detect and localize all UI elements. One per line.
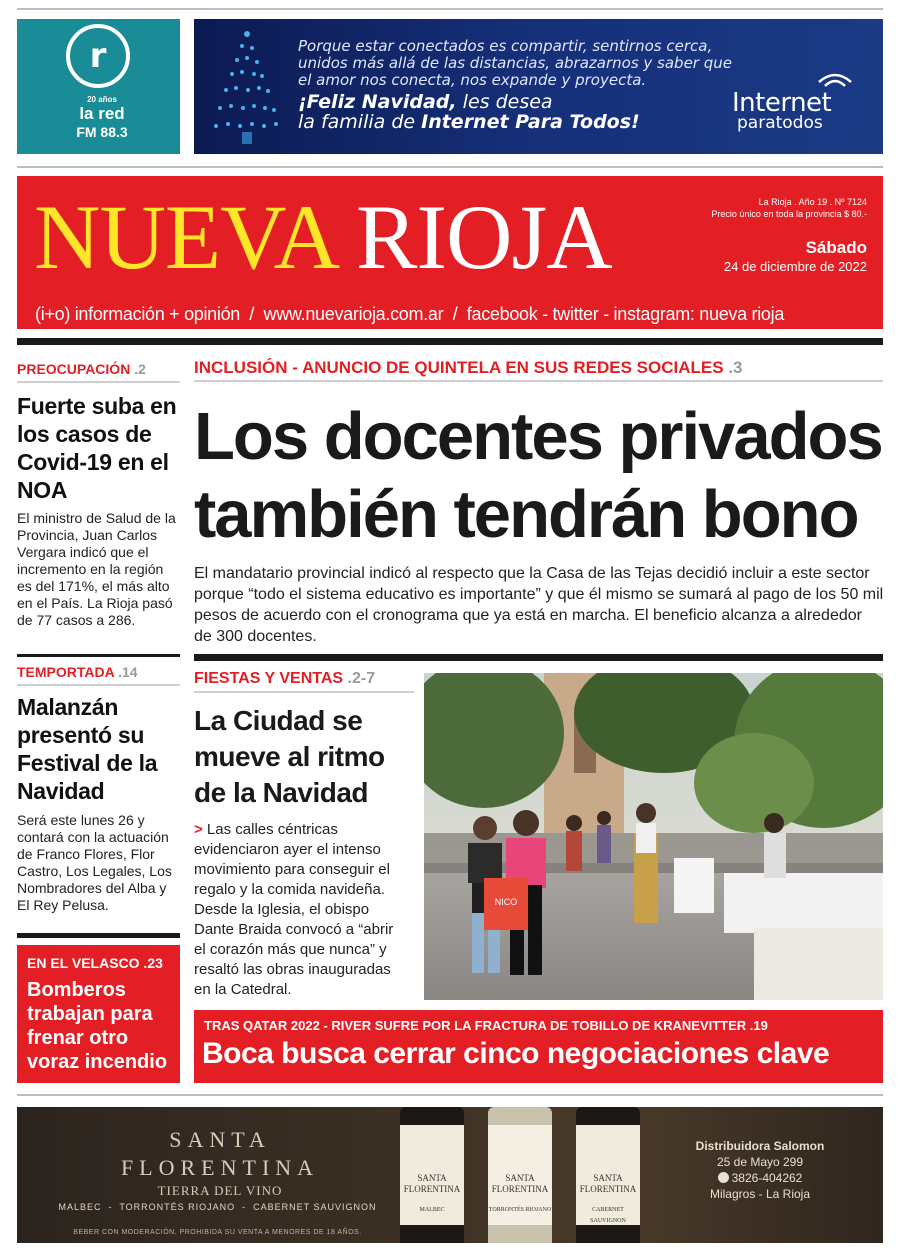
section-rule: [194, 691, 414, 693]
left-story-1-title[interactable]: Fuerte suba en los casos de Covid-19 en el NOA: [17, 393, 177, 503]
left-divider-1: [17, 654, 180, 657]
left-kicker-1: [17, 361, 146, 377]
bottle-variety: CABERNET SAUVIGNON: [590, 1207, 626, 1224]
distributor-name: Distribuidora Salomon: [695, 1139, 825, 1153]
christmas-tree-icon: [204, 28, 290, 148]
bottle-label-line-1: SANTA: [417, 1173, 447, 1183]
main-rule: [194, 380, 883, 382]
kicker-label: TEMPORTADA: [17, 664, 115, 680]
kicker-page: .2: [130, 361, 146, 377]
ad-bottom-rule: [17, 166, 883, 168]
issue-price: Precio único en toda la provincia $ 80.-: [711, 209, 867, 219]
issue-day: Sábado: [805, 238, 867, 257]
radio-name: la red: [79, 104, 125, 123]
bottle-label-line-1: SANTA: [593, 1173, 623, 1183]
radio-frequency: FM 88.3: [76, 124, 128, 140]
kicker-page: .3: [723, 358, 743, 377]
bottle-label-line-2: FLORENTINA: [579, 1184, 637, 1194]
distributor-phone: 3826-404262: [731, 1171, 803, 1185]
main-kicker: [194, 358, 742, 378]
radio-small: 20 años: [87, 95, 117, 104]
masthead-tagline: (i+o) información + opinión / www.nuevarioja.com.ar / facebook - twitter - instagram: nueva rioja: [35, 304, 785, 324]
newspaper-logo[interactable]: [34, 182, 612, 292]
kicker-label: PREOCUPACIÓN: [17, 361, 131, 377]
left-story-3-title[interactable]: Bomberos trabajan para frenar otro voraz incendio: [27, 979, 168, 1073]
wine-brand: [95, 1126, 345, 1182]
wine-brand-line-1: SANTA: [169, 1127, 271, 1152]
wine-bottle-3: [572, 1107, 644, 1243]
street-fair-photo[interactable]: [424, 673, 883, 1000]
bottle-label-line-2: FLORENTINA: [403, 1184, 461, 1194]
top-rule: [17, 8, 883, 10]
whatsapp-icon: [718, 1172, 729, 1183]
wine-top-rule: [17, 1094, 883, 1096]
sports-title: Boca busca cerrar cinco negociaciones clave: [202, 1037, 830, 1070]
left-story-1-body: El ministro de Salud de la Provincia, Juan Carlos Vergara indicó que el incremento en la región es del 171%, el más alto en el País. La Rioja pasó de 77 casos a 286.: [17, 510, 176, 628]
ad-greeting: [298, 92, 738, 132]
greeting-bold: ¡Feliz Navidad,: [298, 91, 457, 113]
left-divider-2: [17, 933, 180, 938]
issue-number: La Rioja . Año 19 . Nº 7124: [758, 197, 867, 207]
distributor-info: [660, 1138, 860, 1202]
left-rule-2: [17, 684, 180, 686]
arrow-icon: >: [194, 821, 203, 838]
wine-bottle-1: [396, 1107, 468, 1243]
distributor-city: Milagros - La Rioja: [709, 1187, 811, 1201]
issue-date: 24 de diciembre de 2022: [723, 259, 867, 274]
bottle-variety: TORRONTÉS RIOJANO: [488, 1207, 552, 1213]
main-divider: [194, 654, 883, 661]
section-kicker: [194, 670, 375, 688]
left-story-2-body: Será este lunes 26 y contará con la actuación de Franco Flores, Flor Castro, Los Legales, Los Nombradores del Alba y El Rey Pelusa.: [17, 812, 172, 913]
kicker-label: INCLUSIÓN - ANUNCIO DE QUINTELA EN SUS REDES SOCIALES: [194, 358, 724, 377]
greeting-line2-bold: Internet Para Todos!: [421, 111, 640, 133]
left-story-3-kicker: EN EL VELASCO .23: [27, 955, 163, 971]
left-story-2-title[interactable]: Malanzán presentó su Festival de la Navidad: [17, 694, 158, 804]
kicker-page: .2-7: [343, 670, 376, 687]
sports-kicker: TRAS QATAR 2022 - RIVER SUFRE POR LA FRACTURA DE TOBILLO DE KRANEVITTER .19: [204, 1018, 768, 1033]
left-kicker-2: [17, 664, 138, 680]
wifi-icon: [815, 68, 855, 90]
distributor-address: 25 de Mayo 299: [716, 1155, 804, 1169]
section-title[interactable]: La Ciudad se mueve al ritmo de la Navidad: [194, 705, 385, 808]
ad-message: Porque estar conectados es compartir, sentirnos cerca, unidos más allá de las distancias, abrazarnos y saber que el amor nos conecta, nos expande y proyecta.: [298, 37, 733, 89]
main-lede: El mandatario provincial indicó al respecto que la Casa de las Tejas decidió incluir a este sector porque “todo el sistema educativo es importante” y que él mismo se sumará al pago de los 50 mil pesos de acuerdo con el cronograma que ya está en marcha. El beneficio alcanza a alrededor de 300 docentes.: [194, 565, 884, 645]
bottle-variety: MALBEC: [419, 1207, 445, 1213]
radio-label: [62, 95, 142, 141]
headline-line-1: Los docentes privados: [194, 399, 882, 474]
internet-brand-sub: paratodos: [737, 113, 823, 133]
wine-subtitle: TIERRA DEL VINO: [157, 1183, 283, 1198]
greeting-rest: les desea: [456, 91, 553, 113]
kicker-page: .14: [114, 664, 138, 680]
issue-info: [700, 196, 867, 220]
logo-rioja: RIOJA: [356, 186, 612, 288]
left-rule-1: [17, 381, 180, 383]
radio-logo: r: [66, 24, 130, 88]
main-headline[interactable]: [194, 398, 894, 554]
bag-label: NICO: [494, 897, 518, 907]
wine-warning: BEBER CON MODERACIÓN. PROHIBIDA SU VENTA A MENORES DE 18 AÑOS.: [73, 1229, 362, 1236]
headline-line-2: también tendrán bono: [194, 477, 858, 552]
greeting-line2: la familia de: [298, 111, 422, 133]
wine-varieties: MALBEC - TORRONTÉS RIOJANO - CABERNET SAUVIGNON: [58, 1202, 377, 1212]
logo-nueva: NUEVA: [34, 186, 357, 288]
wine-brand-line-2: FLORENTINA: [120, 1155, 320, 1180]
section-body-text: Las calles céntricas evidenciaron ayer el intenso movimiento para conseguir el regalo y la comida navideña. Desde la Iglesia, el obispo Dante Braida convocó a “abrir el corazón más que nunca” y resaltó las obras inauguradas en la Catedral.: [194, 821, 394, 998]
kicker-label: FIESTAS Y VENTAS: [194, 670, 344, 687]
internet-brand: Internet: [732, 88, 832, 118]
bottle-label-line-1: SANTA: [505, 1173, 535, 1183]
masthead-divider: [17, 338, 883, 345]
wine-bottle-2: [484, 1107, 556, 1243]
bottle-label-line-2: FLORENTINA: [491, 1184, 549, 1194]
section-body: [194, 820, 409, 1000]
